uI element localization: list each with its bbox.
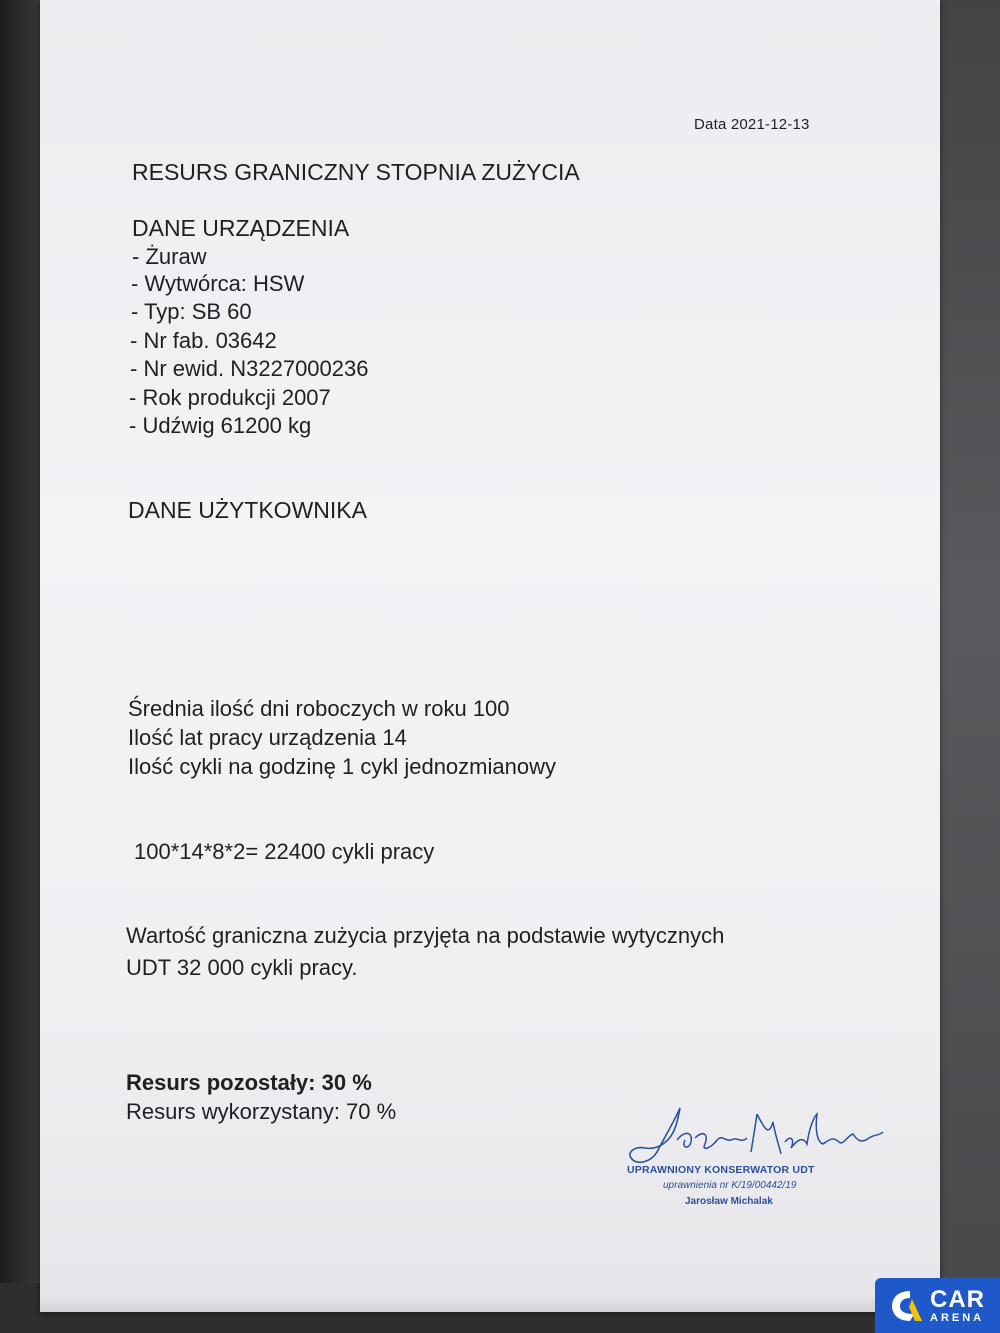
device-section-heading: DANE URZĄDZENIA — [132, 215, 350, 241]
device-line-production-year: - Rok produkcji 2007 — [129, 385, 331, 410]
stamp-license: uprawnienia nr K/19/00442/19 — [663, 1180, 797, 1191]
document-title: RESURS GRANICZNY STOPNIA ZUŻYCIA — [132, 159, 580, 185]
remaining-resource: Resurs pozostały: 30 % — [126, 1070, 372, 1095]
watermark-text-car: CAR — [930, 1285, 985, 1313]
used-resource: Resurs wykorzystany: 70 % — [126, 1099, 397, 1124]
user-section-heading: DANE UŻYTKOWNIKA — [128, 497, 367, 523]
page-bottom-edge — [40, 1294, 940, 1312]
signature-stamp — [585, 1100, 885, 1220]
device-line-capacity: - Udźwig 61200 kg — [129, 413, 312, 438]
document-date: Data 2021-12-13 — [694, 116, 810, 133]
car-arena-watermark — [875, 1278, 1000, 1333]
watermark-text-arena: ARENA — [930, 1311, 985, 1324]
background-dark-right — [930, 0, 1000, 1333]
device-line-factory-number: - Nr fab. 03642 — [130, 328, 277, 353]
background-dark-left — [0, 0, 40, 1333]
param-line-years: Ilość lat pracy urządzenia 14 — [128, 725, 407, 750]
limit-line-1: Wartość graniczna zużycia przyjęta na podstawie wytycznych — [126, 923, 725, 948]
device-line-registry-number: - Nr ewid. N3227000236 — [130, 356, 369, 381]
limit-line-2: UDT 32 000 cykli pracy. — [126, 955, 358, 980]
device-line-model: - Typ: SB 60 — [131, 299, 252, 324]
cycles-formula: 100*14*8*2= 22400 cykli pracy — [134, 839, 435, 864]
device-line-type: - Żuraw — [132, 244, 207, 269]
stamp-name: Jarosław Michalak — [685, 1196, 773, 1207]
car-arena-logo-icon — [890, 1288, 924, 1324]
param-line-working-days: Średnia ilość dni roboczych w roku 100 — [128, 696, 510, 721]
handwritten-signature — [585, 1100, 885, 1170]
stamp-title: UPRAWNIONY KONSERWATOR UDT — [627, 1164, 815, 1176]
device-line-manufacturer: - Wytwórca: HSW — [131, 271, 305, 296]
param-line-cycles: Ilość cykli na godzinę 1 cykl jednozmianowy — [128, 754, 556, 779]
